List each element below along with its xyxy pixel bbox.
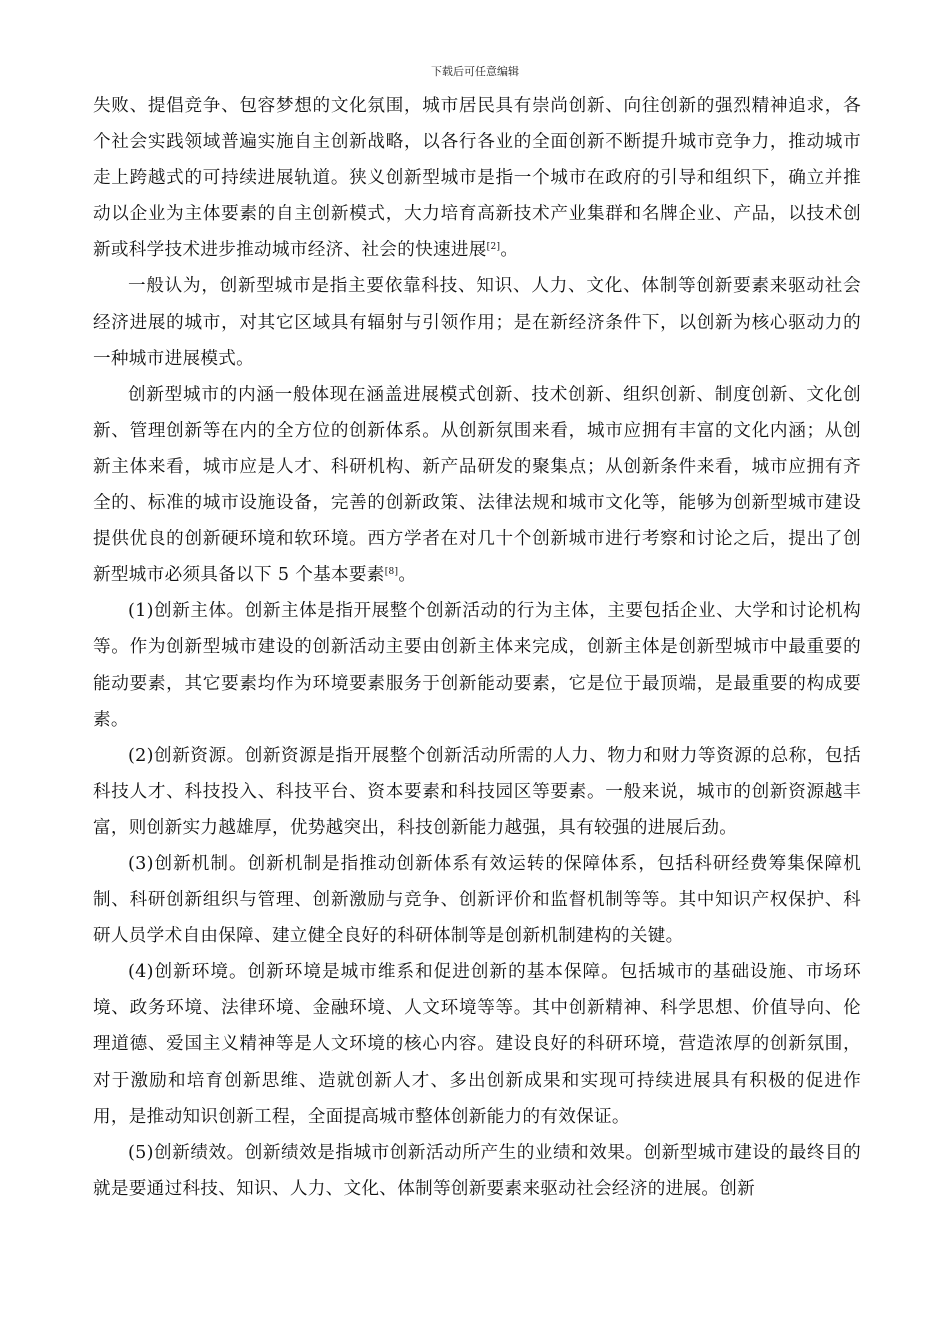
paragraph-text: (5)创新绩效。创新绩效是指城市创新活动所产生的业绩和效果。创新型城市建设的最终目的就是要通过科技、知识、人力、文化、体制等创新要素来驱动社会经济的进展。创新 [93, 1142, 861, 1199]
citation-ref: [8] [384, 567, 399, 578]
paragraph-innovation-resources [93, 738, 861, 846]
paragraph-innovation-environment [93, 954, 861, 1134]
paragraph-tail: 。 [398, 565, 417, 586]
paragraph-text: (1)创新主体。创新主体是指开展整个创新活动的行为主体，主要包括企业、大学和讨论机构等。作为创新型城市建设的创新活动主要由创新主体来完成，创新主体是创新型城市中最重要的能动要素，其它要素均作为环境要素服务于创新能动要素，它是位于最顶端，是最重要的构成要素。 [93, 601, 861, 730]
paragraph-general-definition [93, 268, 861, 376]
paragraph-text: 一般认为，创新型城市是指主要依靠科技、知识、人力、文化、体制等创新要素来驱动社会经济进展的城市，对其它区域具有辐射与引领作用；是在新经济条件下，以创新为核心驱动力的一种城市进展模式。 [93, 276, 861, 369]
paragraph-text: (2)创新资源。创新资源是指开展整个创新活动所需的人力、物力和财力等资源的总称，包括科技人才、科技投入、科技平台、资本要素和科技园区等要素。一般来说，城市的创新资源越丰富，则创新实力越雄厚，优势越突出，科技创新能力越强，具有较强的进展后劲。 [93, 745, 861, 838]
paragraph-tail: 。 [500, 240, 519, 261]
paragraph-continuation [93, 88, 861, 268]
paragraph-text: 失败、提倡竞争、包容梦想的文化氛围，城市居民具有崇尚创新、向往创新的强烈精神追求，各个社会实践领域普遍实施自主创新战略，以各行各业的全面创新不断提升城市竞争力，推动城市走上跨越式的可持续进展轨道。狭义创新型城市是指一个城市在政府的引导和组织下，确立并推动以企业为主体要素的自主创新模式，大力培育高新技术产业集群和名牌企业、产品，以技术创新或科学技术进步推动城市经济、社会的快速进展 [93, 96, 861, 261]
paragraph-text: 创新型城市的内涵一般体现在涵盖进展模式创新、技术创新、组织创新、制度创新、文化创新、管理创新等在内的全方位的创新体系。从创新氛围来看，城市应拥有丰富的文化内涵；从创新主体来看，城市应是人才、科研机构、新产品研发的聚集点；从创新条件来看，城市应拥有齐全的、标准的城市设施设备，完善的创新政策、法律法规和城市文化等，能够为创新型城市建设提供优良的创新硬环境和软环境。西方学者在对几十个创新城市进行考察和讨论之后，提出了创新型城市必须具备以下 5 个基本要素 [93, 384, 861, 586]
paragraph-text: (4)创新环境。创新环境是城市维系和促进创新的基本保障。包括城市的基础设施、市场环境、政务环境、法律环境、金融环境、人文环境等等。其中创新精神、科学思想、价值导向、伦理道德、爱国主义精神等是人文环境的核心内容。建设良好的科研环境，营造浓厚的创新氛围，对于激励和培育创新思维、造就创新人才、多出创新成果和实现可持续进展具有积极的促进作用，是推动知识创新工程，全面提高城市整体创新能力的有效保证。 [93, 962, 861, 1127]
page-header: 下载后可任意编辑 [431, 65, 519, 78]
paragraph-innovation-subject [93, 593, 861, 737]
paragraph-text: (3)创新机制。创新机制是指推动创新体系有效运转的保障体系，包括科研经费筹集保障机制、科研创新组织与管理、创新激励与竞争、创新评价和监督机制等等。其中知识产权保护、科研人员学术自由保障、建立健全良好的科研体制等是创新机制建构的关键。 [93, 853, 861, 947]
paragraph-innovation-performance [93, 1135, 861, 1207]
paragraph-innovation-mechanism [93, 846, 861, 954]
document-body [93, 88, 861, 1207]
paragraph-connotation [93, 377, 861, 594]
citation-ref: [2] [486, 242, 501, 253]
